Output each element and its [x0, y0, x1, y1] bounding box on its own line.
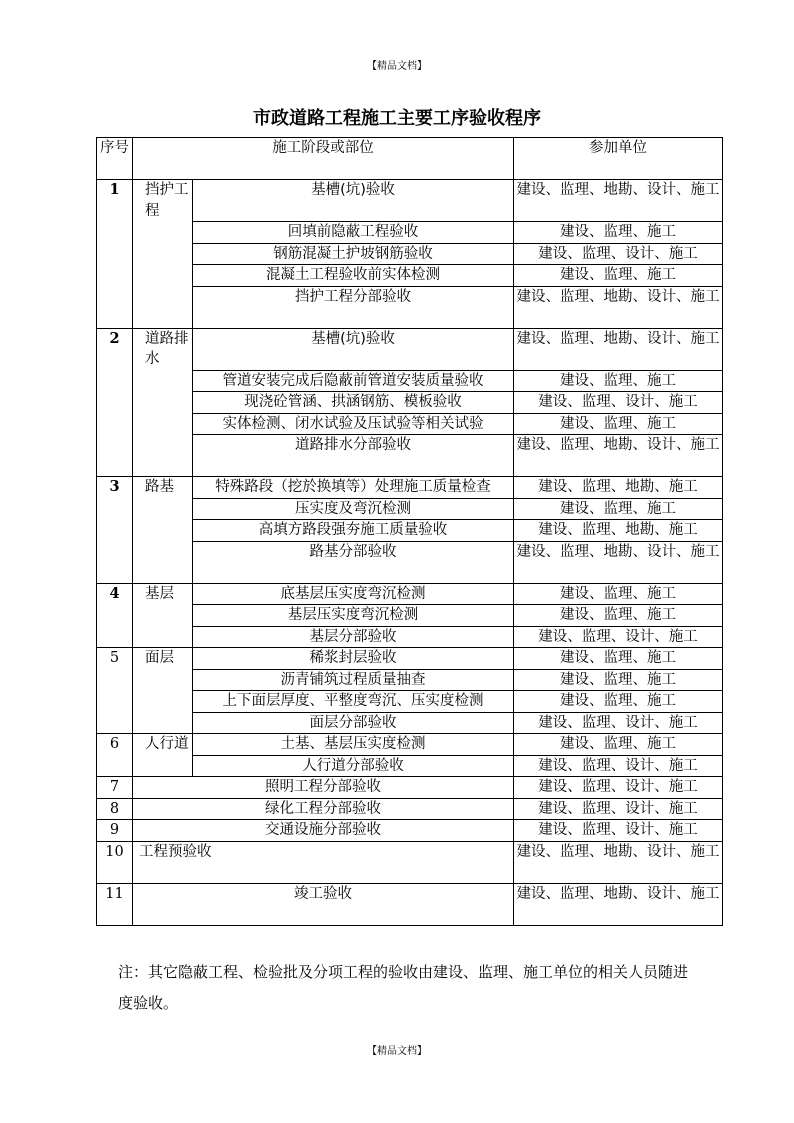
participating-units: 建设、监理、施工 [514, 605, 723, 627]
participating-units: 建设、监理、地勘、施工 [514, 520, 723, 542]
stage-label: 面层 [133, 648, 193, 734]
row-number: 1 [97, 180, 133, 329]
procedure-name: 道路排水分部验收 [193, 435, 514, 477]
stage-label: 道路排水 [133, 328, 193, 477]
participating-units: 建设、监理、施工 [514, 648, 723, 670]
participating-units: 建设、监理、地勘、施工 [514, 477, 723, 499]
participating-units: 建设、监理、施工 [514, 691, 723, 713]
table-row [97, 477, 723, 499]
participating-units: 建设、监理、地勘、设计、施工 [514, 883, 723, 925]
participating-units: 建设、监理、设计、施工 [514, 392, 723, 414]
participating-units: 建设、监理、地勘、设计、施工 [514, 841, 723, 883]
procedure-name: 回填前隐蔽工程验收 [193, 222, 514, 244]
procedure-name: 上下面层厚度、平整度弯沉、压实度检测 [193, 691, 514, 713]
procedure-name: 土基、基层压实度检测 [193, 734, 514, 756]
participating-units: 建设、监理、施工 [514, 222, 723, 244]
procedure-name: 底基层压实度弯沉检测 [193, 583, 514, 605]
procedure-name: 钢筋混凝土护坡钢筋验收 [193, 243, 514, 265]
table-row [97, 648, 723, 670]
procedure-name: 高填方路段强夯施工质量验收 [193, 520, 514, 542]
procedure-name: 基槽(坑)验收 [193, 328, 514, 370]
stage-label: 人行道 [133, 734, 193, 777]
procedure-name: 挡护工程分部验收 [193, 286, 514, 328]
row-number: 10 [97, 841, 133, 883]
participating-units: 建设、监理、地勘、设计、施工 [514, 435, 723, 477]
participating-units: 建设、监理、设计、施工 [514, 626, 723, 648]
procedure-name: 管道安装完成后隐蔽前管道安装质量验收 [193, 370, 514, 392]
procedure-name: 特殊路段（挖於换填等）处理施工质量检查 [193, 477, 514, 499]
footer-mark: 【精品文档】 [367, 1046, 427, 1057]
procedure-name: 基槽(坑)验收 [193, 180, 514, 222]
procedure-name: 沥青铺筑过程质量抽查 [193, 669, 514, 691]
stage-label: 路基 [133, 477, 193, 584]
participating-units: 建设、监理、设计、施工 [514, 820, 723, 842]
participating-units: 建设、监理、设计、施工 [514, 755, 723, 777]
participating-units: 建设、监理、设计、施工 [514, 712, 723, 734]
participating-units: 建设、监理、地勘、设计、施工 [514, 541, 723, 583]
procedure-name: 现浇砼管涵、拱涵钢筋、模板验收 [193, 392, 514, 414]
row-number: 11 [97, 883, 133, 925]
participating-units: 建设、监理、施工 [514, 413, 723, 435]
participating-units: 建设、监理、设计、施工 [514, 777, 723, 799]
participating-units: 建设、监理、设计、施工 [514, 243, 723, 265]
row-number: 9 [97, 820, 133, 842]
procedure-name: 基层分部验收 [193, 626, 514, 648]
procedure-name: 绿化工程分部验收 [133, 798, 514, 820]
row-number: 7 [97, 777, 133, 799]
col-header-units: 参加单位 [514, 138, 723, 180]
acceptance-table [96, 137, 723, 926]
table-header-row [97, 138, 723, 180]
table-row [97, 180, 723, 222]
participating-units: 建设、监理、施工 [514, 498, 723, 520]
procedure-name: 混凝土工程验收前实体检测 [193, 265, 514, 287]
row-number: 2 [97, 328, 133, 477]
procedure-name: 实体检测、闭水试验及压试验等相关试验 [193, 413, 514, 435]
row-number: 3 [97, 477, 133, 584]
row-number: 6 [97, 734, 133, 777]
procedure-name: 路基分部验收 [193, 541, 514, 583]
table-row [97, 883, 723, 925]
participating-units: 建设、监理、地勘、设计、施工 [514, 328, 723, 370]
participating-units: 建设、监理、施工 [514, 265, 723, 287]
participating-units: 建设、监理、地勘、设计、施工 [514, 180, 723, 222]
stage-label: 挡护工程 [133, 180, 193, 329]
procedure-name: 交通设施分部验收 [133, 820, 514, 842]
table-row [97, 583, 723, 605]
participating-units: 建设、监理、施工 [514, 370, 723, 392]
procedure-name: 竣工验收 [133, 883, 514, 925]
procedure-name: 压实度及弯沉检测 [193, 498, 514, 520]
table-row [97, 841, 723, 883]
procedure-name: 人行道分部验收 [193, 755, 514, 777]
page-title: 市政道路工程施工主要工序验收程序 [253, 108, 541, 129]
header-mark: 【精品文档】 [367, 61, 427, 72]
table-row [97, 820, 723, 842]
col-header-seq: 序号 [97, 138, 133, 180]
row-number: 5 [97, 648, 133, 734]
participating-units: 建设、监理、施工 [514, 669, 723, 691]
table-row [97, 734, 723, 756]
row-number: 8 [97, 798, 133, 820]
participating-units: 建设、监理、设计、施工 [514, 798, 723, 820]
table-row [97, 798, 723, 820]
participating-units: 建设、监理、施工 [514, 583, 723, 605]
procedure-name: 基层压实度弯沉检测 [193, 605, 514, 627]
participating-units: 建设、监理、地勘、设计、施工 [514, 286, 723, 328]
procedure-name: 稀浆封层验收 [193, 648, 514, 670]
procedure-name: 照明工程分部验收 [133, 777, 514, 799]
table-row [97, 328, 723, 370]
participating-units: 建设、监理、施工 [514, 734, 723, 756]
stage-label: 基层 [133, 583, 193, 648]
procedure-name: 面层分部验收 [193, 712, 514, 734]
table-row [97, 777, 723, 799]
procedure-name: 工程预验收 [133, 841, 514, 883]
col-header-stage: 施工阶段或部位 [133, 138, 514, 180]
footnote: 注：其它隐蔽工程、检验批及分项工程的验收由建设、监理、施工单位的相关人员随进度验收。 [118, 963, 689, 1012]
row-number: 4 [97, 583, 133, 648]
